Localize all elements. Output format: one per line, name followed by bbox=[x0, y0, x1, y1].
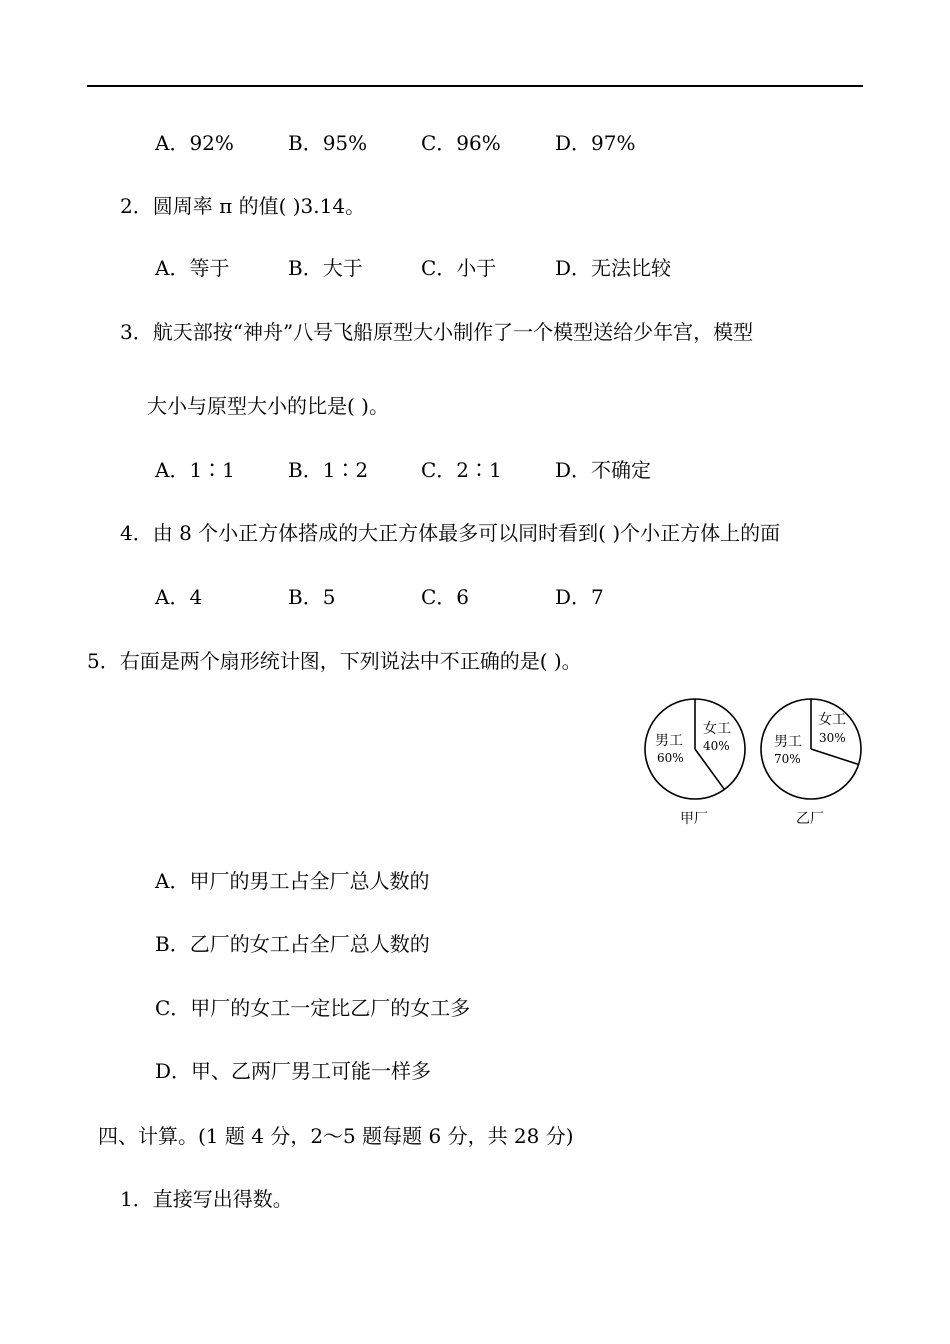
q5-option-c: C．甲厂的女工一定比乙厂的女工多 bbox=[155, 996, 471, 1020]
q3-option-c: C．2∶1 bbox=[421, 458, 502, 482]
q2-option-b: B．大于 bbox=[288, 256, 363, 280]
q3-option-a: A．1∶1 bbox=[155, 458, 235, 482]
pie-jia-divider bbox=[695, 749, 724, 789]
header-rule bbox=[87, 85, 863, 87]
q5-option-b: B．乙厂的女工占全厂总人数的 bbox=[155, 932, 430, 956]
q1-option-c: C．96% bbox=[421, 131, 501, 155]
q4-text: 4．由 8 个小正方体搭成的大正方体最多可以同时看到( )个小正方体上的面 bbox=[120, 521, 781, 545]
pie-jia-value-female: 40% bbox=[703, 739, 730, 753]
pie-yi-label-female: 女工 bbox=[818, 712, 846, 728]
pie-yi-value-female: 30% bbox=[819, 731, 846, 745]
q1-option-b: B．95% bbox=[288, 131, 368, 155]
q4-option-d: D．7 bbox=[555, 585, 604, 609]
q4-option-b: B．5 bbox=[288, 585, 336, 609]
q1-option-d: D．97% bbox=[555, 131, 636, 155]
pie-jia-label-male: 男工 bbox=[655, 733, 683, 749]
q3-text-line2: 大小与原型大小的比是( )。 bbox=[147, 394, 389, 418]
q3-option-b: B．1∶2 bbox=[288, 458, 369, 482]
q1-option-a: A．92% bbox=[155, 131, 234, 155]
q2-option-d: D．无法比较 bbox=[555, 256, 672, 280]
q2-option-c: C．小于 bbox=[421, 256, 497, 280]
section4-heading: 四、计算。(1 题 4 分，2～5 题每题 6 分，共 28 分) bbox=[98, 1124, 574, 1148]
pie-charts bbox=[640, 692, 865, 832]
q4-option-a: A．4 bbox=[155, 585, 203, 609]
q3-text-line1: 3．航天部按“神舟”八号飞船原型大小制作了一个模型送给少年宫，模型 bbox=[120, 320, 754, 344]
pie-yi-value-male: 70% bbox=[774, 752, 801, 766]
q5-text: 5．右面是两个扇形统计图，下列说法中不正确的是( )。 bbox=[87, 649, 582, 673]
pie-yi-title: 乙厂 bbox=[796, 811, 824, 827]
section4-item1: 1．直接写出得数。 bbox=[120, 1187, 293, 1211]
pie-yi-label-male: 男工 bbox=[774, 734, 802, 750]
pie-jia-title: 甲厂 bbox=[680, 811, 708, 827]
q2-text: 2．圆周率 π 的值( )3.14。 bbox=[120, 194, 366, 218]
q3-option-d: D．不确定 bbox=[555, 458, 652, 482]
q5-option-a: A．甲厂的男工占全厂总人数的 bbox=[155, 869, 430, 893]
pie-jia-value-male: 60% bbox=[657, 751, 684, 765]
pie-chart-yi bbox=[761, 699, 861, 827]
q5-option-d: D．甲、乙两厂男工可能一样多 bbox=[155, 1059, 432, 1083]
pie-yi-divider bbox=[811, 749, 859, 764]
pie-jia-label-female: 女工 bbox=[703, 721, 731, 737]
pie-chart-jia bbox=[645, 699, 745, 827]
q2-option-a: A．等于 bbox=[155, 256, 230, 280]
q4-option-c: C．6 bbox=[421, 585, 470, 609]
